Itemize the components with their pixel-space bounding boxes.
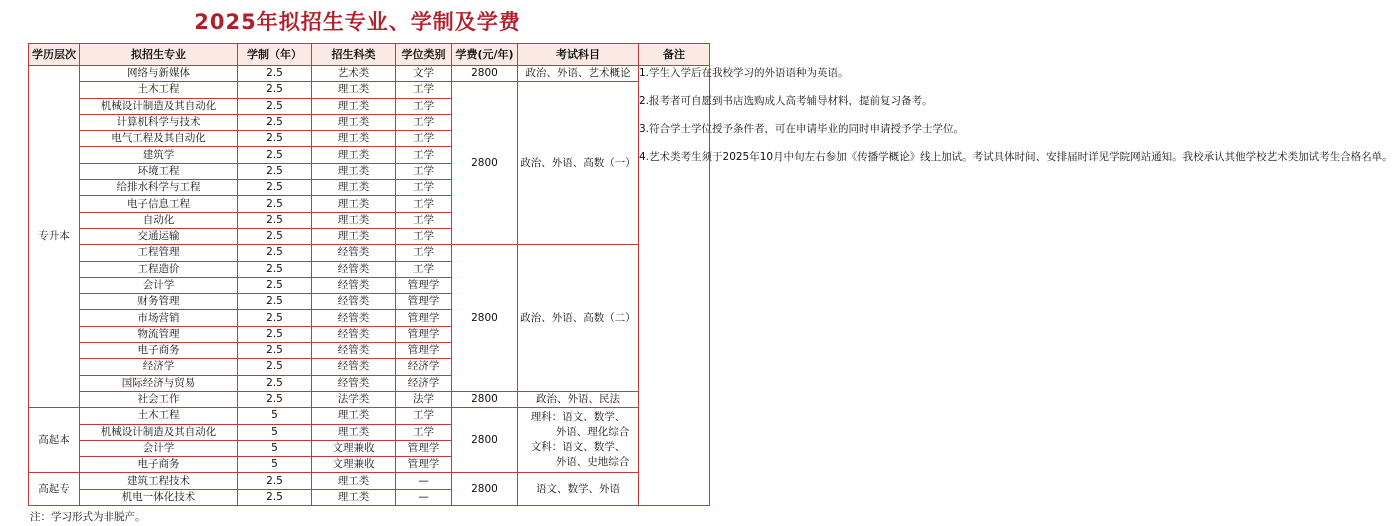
degree-cell: —: [396, 489, 452, 505]
fee-cell: 2800: [452, 82, 518, 245]
years-cell: 2.5: [238, 473, 312, 489]
category-cell: 经管类: [312, 359, 396, 375]
header-notes: 备注: [639, 44, 710, 66]
fee-cell: 2800: [452, 473, 518, 506]
degree-cell: 管理学: [396, 310, 452, 326]
degree-cell: 工学: [396, 163, 452, 179]
table-row: [29, 245, 710, 261]
category-cell: 经管类: [312, 343, 396, 359]
table-row: [29, 473, 710, 489]
table-row: [29, 82, 710, 98]
exam-line: 文科：语文、数学、: [530, 441, 626, 454]
degree-cell: 管理学: [396, 326, 452, 342]
years-cell: 2.5: [238, 261, 312, 277]
years-cell: 2.5: [238, 163, 312, 179]
major-cell: 电子商务: [80, 343, 238, 359]
major-cell: 土木工程: [80, 82, 238, 98]
category-cell: 经管类: [312, 375, 396, 391]
major-cell: 社会工作: [80, 391, 238, 407]
category-cell: 理工类: [312, 196, 396, 212]
major-cell: 机械设计制造及其自动化: [80, 98, 238, 114]
degree-cell: 经济学: [396, 375, 452, 391]
category-cell: 理工类: [312, 131, 396, 147]
major-cell: 计算机科学与技术: [80, 114, 238, 130]
years-cell: 2.5: [238, 98, 312, 114]
degree-cell: 工学: [396, 131, 452, 147]
degree-cell: 经济学: [396, 359, 452, 375]
header-category: 招生科类: [312, 44, 396, 66]
fee-cell: 2800: [452, 66, 518, 82]
degree-cell: 工学: [396, 408, 452, 424]
category-cell: 理工类: [312, 408, 396, 424]
major-cell: 建筑学: [80, 147, 238, 163]
degree-cell: 工学: [396, 147, 452, 163]
years-cell: 2.5: [238, 326, 312, 342]
note-item: 1.学生入学后在我校学习的外语语种为英语。: [639, 67, 849, 79]
degree-cell: 工学: [396, 212, 452, 228]
years-cell: 2.5: [238, 375, 312, 391]
major-cell: 网络与新媒体: [80, 66, 238, 82]
exam-cell: 政治、外语、高数（二）: [518, 245, 639, 392]
exam-line: 外语、史地综合: [555, 456, 630, 469]
years-cell: 2.5: [238, 310, 312, 326]
years-cell: 2.5: [238, 180, 312, 196]
table-row: [29, 66, 710, 82]
major-cell: 会计学: [80, 277, 238, 293]
major-cell: 市场营销: [80, 310, 238, 326]
header-exam: 考试科目: [518, 44, 639, 66]
major-cell: 财务管理: [80, 294, 238, 310]
major-cell: 工程造价: [80, 261, 238, 277]
major-cell: 会计学: [80, 440, 238, 456]
note-item: 3.符合学士学位授予条件者，可在申请毕业的同时申请授予学士学位。: [639, 123, 965, 135]
major-cell: 物流管理: [80, 326, 238, 342]
category-cell: 理工类: [312, 473, 396, 489]
category-cell: 理工类: [312, 228, 396, 244]
level-gqb: 高起本: [29, 408, 80, 473]
degree-cell: 工学: [396, 180, 452, 196]
years-cell: 2.5: [238, 131, 312, 147]
major-cell: 国际经济与贸易: [80, 375, 238, 391]
category-cell: 理工类: [312, 98, 396, 114]
footnote: 注：学习形式为非脱产。: [30, 511, 146, 523]
degree-cell: 管理学: [396, 294, 452, 310]
category-cell: 经管类: [312, 294, 396, 310]
exam-cell: 政治、外语、高数（一）: [518, 82, 639, 245]
note-item: 4.艺术类考生须于2025年10月中旬左右参加《传播学概论》线上加试。考试具体时间、安排届时详见学院网站通知。我校承认其他学校艺术类加试考生合格名单。: [639, 151, 1393, 163]
years-cell: 2.5: [238, 228, 312, 244]
degree-cell: 管理学: [396, 457, 452, 473]
degree-cell: 法学: [396, 391, 452, 407]
years-cell: 2.5: [238, 82, 312, 98]
category-cell: 理工类: [312, 82, 396, 98]
table-row: [29, 391, 710, 407]
degree-cell: 工学: [396, 261, 452, 277]
major-cell: 经济学: [80, 359, 238, 375]
years-cell: 5: [238, 424, 312, 440]
fee-cell: 2800: [452, 245, 518, 392]
major-cell: 电子商务: [80, 457, 238, 473]
degree-cell: 工学: [396, 196, 452, 212]
category-cell: 经管类: [312, 261, 396, 277]
years-cell: 2.5: [238, 212, 312, 228]
exam-cell: 语文、数学、外语: [518, 473, 639, 506]
exam-line: 外语、理化综合: [555, 426, 630, 439]
fee-cell: 2800: [452, 391, 518, 407]
major-cell: 电气工程及其自动化: [80, 131, 238, 147]
category-cell: 理工类: [312, 147, 396, 163]
category-cell: 理工类: [312, 163, 396, 179]
page-title: 2025年拟招生专业、学制及学费: [194, 10, 521, 34]
degree-cell: 管理学: [396, 277, 452, 293]
degree-cell: —: [396, 473, 452, 489]
degree-cell: 工学: [396, 82, 452, 98]
level-zsb: 专升本: [29, 66, 80, 408]
category-cell: 文理兼收: [312, 457, 396, 473]
degree-cell: 文学: [396, 66, 452, 82]
category-cell: 理工类: [312, 114, 396, 130]
years-cell: 5: [238, 440, 312, 456]
years-cell: 2.5: [238, 147, 312, 163]
header-years: 学制（年）: [238, 44, 312, 66]
years-cell: 2.5: [238, 391, 312, 407]
major-cell: 给排水科学与工程: [80, 180, 238, 196]
major-cell: 土木工程: [80, 408, 238, 424]
degree-cell: 工学: [396, 245, 452, 261]
category-cell: 经管类: [312, 277, 396, 293]
major-cell: 自动化: [80, 212, 238, 228]
years-cell: 2.5: [238, 359, 312, 375]
years-cell: 2.5: [238, 196, 312, 212]
exam-cell: [518, 408, 639, 473]
category-cell: 经管类: [312, 245, 396, 261]
category-cell: 文理兼收: [312, 440, 396, 456]
major-cell: 电子信息工程: [80, 196, 238, 212]
exam-cell: 政治、外语、艺术概论: [518, 66, 639, 82]
degree-cell: 管理学: [396, 343, 452, 359]
degree-cell: 工学: [396, 114, 452, 130]
degree-cell: 管理学: [396, 440, 452, 456]
category-cell: 理工类: [312, 212, 396, 228]
header-fee: 学费(元/年): [452, 44, 518, 66]
years-cell: 2.5: [238, 277, 312, 293]
category-cell: 艺术类: [312, 66, 396, 82]
major-cell: 工程管理: [80, 245, 238, 261]
header-major: 拟招生专业: [80, 44, 238, 66]
exam-cell: 政治、外语、民法: [518, 391, 639, 407]
table-header-row: [29, 44, 710, 66]
enrollment-table: [28, 43, 1393, 506]
exam-line: 理科：语文、数学、: [530, 411, 626, 424]
major-cell: 机械设计制造及其自动化: [80, 424, 238, 440]
years-cell: 5: [238, 408, 312, 424]
category-cell: 理工类: [312, 489, 396, 505]
years-cell: 2.5: [238, 114, 312, 130]
header-degree: 学位类别: [396, 44, 452, 66]
degree-cell: 工学: [396, 228, 452, 244]
major-cell: 环境工程: [80, 163, 238, 179]
category-cell: 理工类: [312, 424, 396, 440]
years-cell: 2.5: [238, 245, 312, 261]
years-cell: 2.5: [238, 489, 312, 505]
category-cell: 经管类: [312, 326, 396, 342]
notes-cell: [639, 66, 1393, 506]
degree-cell: 工学: [396, 424, 452, 440]
degree-cell: 工学: [396, 98, 452, 114]
years-cell: 2.5: [238, 343, 312, 359]
years-cell: 2.5: [238, 66, 312, 82]
note-item: 2.报考者可自愿到书店选购成人高考辅导材料，提前复习备考。: [639, 95, 933, 107]
fee-cell: 2800: [452, 408, 518, 473]
table-row: [29, 408, 710, 424]
years-cell: 5: [238, 457, 312, 473]
major-cell: 机电一体化技术: [80, 489, 238, 505]
major-cell: 交通运输: [80, 228, 238, 244]
category-cell: 法学类: [312, 391, 396, 407]
header-level: 学历层次: [29, 44, 80, 66]
years-cell: 2.5: [238, 294, 312, 310]
major-cell: 建筑工程技术: [80, 473, 238, 489]
level-gqz: 高起专: [29, 473, 80, 506]
category-cell: 理工类: [312, 180, 396, 196]
category-cell: 经管类: [312, 310, 396, 326]
